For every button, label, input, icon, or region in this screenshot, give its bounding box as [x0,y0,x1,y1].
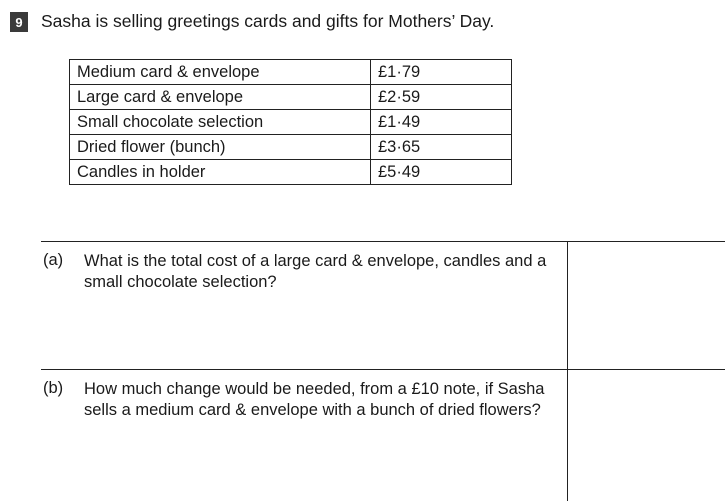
table-row [70,85,512,110]
item-name: Dried flower (bunch) [70,135,371,160]
table-row [70,110,512,135]
part-b-label: (b) [43,379,64,397]
item-name: Small chocolate selection [70,110,371,135]
part-b-marks-box[interactable] [568,370,725,501]
question-number-badge: 9 [10,12,28,32]
question-title: Sasha is selling greetings cards and gifts for Mothers’ Day. [41,11,495,31]
table-row [70,60,512,85]
part-b-text: How much change would be needed, from a £10 note, if Sasha sells a medium card & envelope with a bunch of dried flowers? [84,380,545,419]
part-a-label: (a) [43,251,64,269]
item-price: £5·49 [371,160,512,185]
item-name: Large card & envelope [70,85,371,110]
item-name: Candles in holder [70,160,371,185]
price-table [69,59,512,185]
item-price: £2·59 [371,85,512,110]
table-row [70,160,512,185]
item-price: £1·79 [371,60,512,85]
item-price: £1·49 [371,110,512,135]
item-name: Medium card & envelope [70,60,371,85]
table-row [70,135,512,160]
part-a-text: What is the total cost of a large card & envelope, candles and a small chocolate selection? [84,252,547,291]
part-a-marks-box[interactable] [568,242,725,369]
item-price: £3·65 [371,135,512,160]
